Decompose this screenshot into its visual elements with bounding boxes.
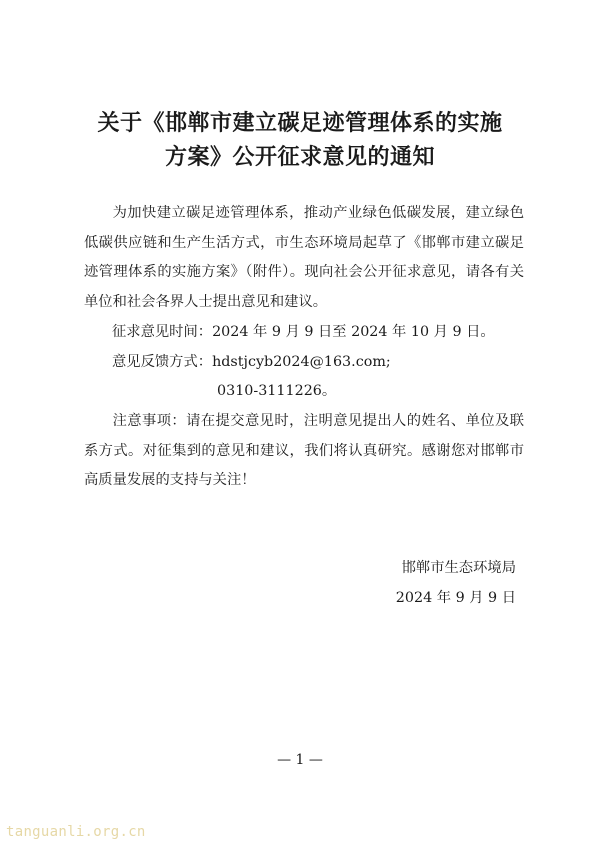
intro-paragraph: 为加快建立碳足迹管理体系，推动产业绿色低碳发展，建立绿色低碳供应链和生产生活方式，市生态环境局起草了《邯郸市建立碳足迹管理体系的实施方案》（附件）。现向社会公开征求意见，请各有关单位和社会各界人士提出意见和建议。 [84, 205, 524, 311]
signature-date: 2024 年 9 月 9 日 [395, 590, 516, 606]
document-title [60, 106, 540, 174]
feedback-email-line: 意见反馈方式：hdstjcyb2024@163.com; [112, 353, 391, 370]
signature-organization: 邯郸市生态环境局 [401, 560, 516, 576]
feedback-phone-line: 0310-3111226。 [217, 383, 337, 400]
page-number: — 1 — [277, 752, 323, 768]
notes-paragraph: 注意事项：请在提交意见时，注明意见提出人的姓名、单位及联系方式。对征集到的意见和建议，我们将认真研究。感谢您对邯郸市高质量发展的支持与关注！ [84, 412, 524, 489]
watermark-text: tanguanli.org.cn [6, 824, 146, 840]
title-line-1: 关于《邯郸市建立碳足迹管理体系的实施 [97, 110, 503, 136]
comment-period: 征求意见时间：2024 年 9 月 9 日至 2024 年 10 月 9 日。 [112, 323, 495, 340]
document-body [84, 199, 524, 496]
title-line-2: 方案》公开征求意见的通知 [164, 144, 435, 170]
